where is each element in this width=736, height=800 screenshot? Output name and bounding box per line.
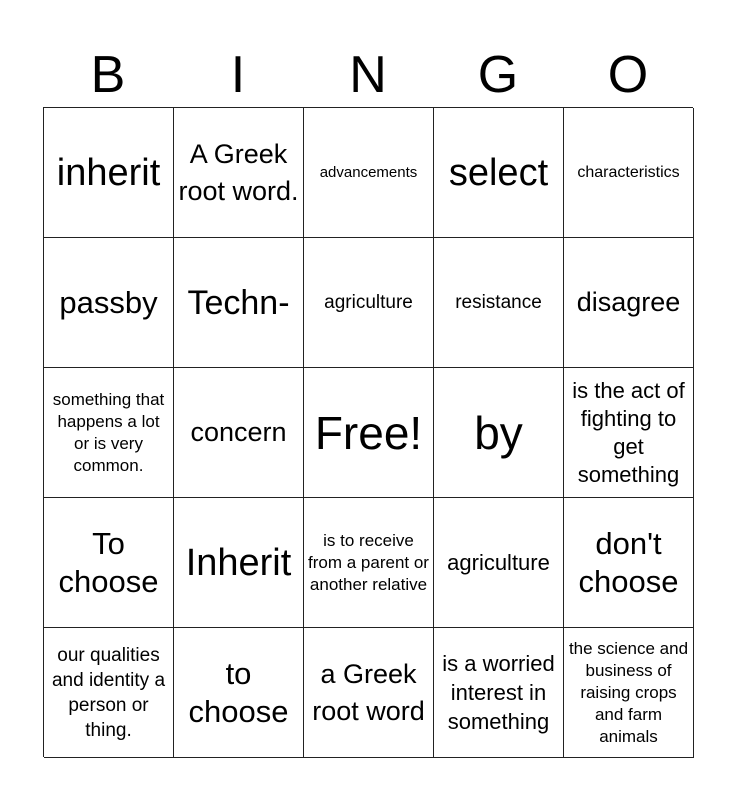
bingo-cell[interactable] — [434, 238, 564, 368]
cell-text: don't choose — [578, 525, 679, 599]
cell-text: Free! — [314, 406, 423, 459]
cell-text: A Greek root word. — [178, 138, 299, 206]
cell-text: select — [448, 151, 549, 194]
bingo-cell[interactable] — [434, 498, 564, 628]
bingo-cell[interactable] — [174, 628, 304, 758]
bingo-cell[interactable] — [564, 498, 694, 628]
cell-text: is the act of fighting to get something — [572, 377, 685, 487]
header-letter-n: N — [349, 46, 387, 104]
cell-text: our qualities and identity a person or thing. — [51, 644, 166, 741]
header-letter-g: G — [477, 46, 519, 104]
cell-text: a Greek root word — [312, 658, 425, 726]
bingo-cell[interactable] — [44, 238, 174, 368]
cell-text: the science and business of raising crops and farm animals — [568, 638, 689, 746]
bingo-cell[interactable] — [434, 368, 564, 498]
bingo-cell[interactable] — [44, 108, 174, 238]
bingo-cell[interactable] — [174, 108, 304, 238]
header-letter-i: I — [230, 46, 246, 104]
cell-text: characteristics — [577, 163, 680, 181]
cell-text: disagree — [576, 287, 681, 317]
cell-text: inherit — [56, 151, 161, 194]
cell-text: by — [474, 406, 523, 459]
bingo-cell[interactable] — [44, 628, 174, 758]
bingo-cell[interactable] — [304, 628, 434, 758]
header-letter-b: B — [90, 46, 126, 104]
bingo-cell[interactable] — [174, 498, 304, 628]
bingo-cell[interactable] — [564, 108, 694, 238]
cell-text: something that happens a lot or is very common. — [52, 389, 165, 475]
cell-text: resistance — [455, 292, 542, 313]
bingo-cell[interactable] — [44, 368, 174, 498]
bingo-cell[interactable] — [174, 238, 304, 368]
bingo-board — [43, 107, 693, 757]
bingo-cell[interactable] — [44, 498, 174, 628]
cell-text: agriculture — [324, 292, 413, 313]
cell-text: Inherit — [185, 541, 292, 584]
cell-text: to choose — [188, 655, 289, 729]
cell-text: is a worried interest in something — [442, 651, 555, 734]
bingo-cell[interactable] — [304, 238, 434, 368]
bingo-cell[interactable] — [564, 628, 694, 758]
bingo-cell[interactable] — [564, 238, 694, 368]
cell-text: To choose — [58, 525, 159, 599]
bingo-cell[interactable] — [434, 628, 564, 758]
bingo-cell[interactable] — [174, 368, 304, 498]
cell-text: advancements — [319, 163, 418, 181]
bingo-cell[interactable] — [434, 108, 564, 238]
cell-text: agriculture — [447, 550, 550, 575]
bingo-cell[interactable] — [304, 108, 434, 238]
bingo-header — [43, 44, 693, 106]
bingo-cell[interactable] — [304, 498, 434, 628]
cell-text: concern — [190, 417, 287, 447]
cell-text: is to receive from a parent or another relative — [308, 530, 429, 594]
header-letter-o: O — [607, 46, 649, 104]
cell-text: Techn- — [187, 283, 290, 322]
cell-text: passby — [59, 284, 158, 320]
bingo-cell[interactable] — [564, 368, 694, 498]
bingo-cell[interactable] — [304, 368, 434, 498]
